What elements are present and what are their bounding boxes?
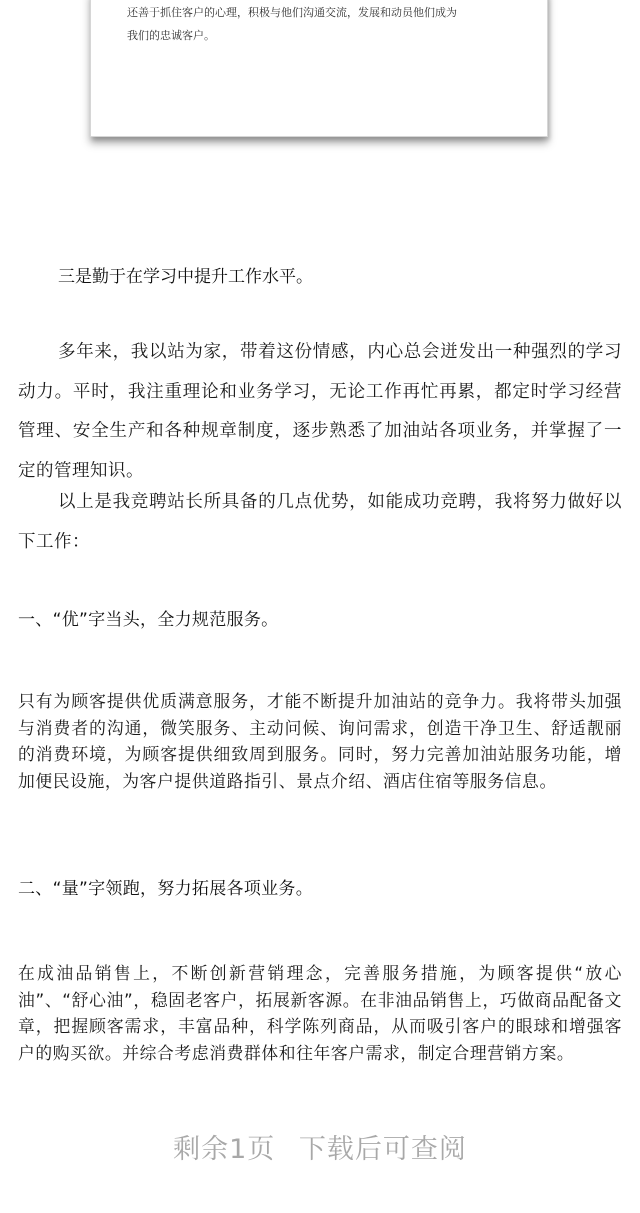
- remaining-pages-notice[interactable]: 剩余1页 下载后可查阅: [173, 1134, 467, 1165]
- paragraph-summary: 以上是我竞聘站长所具备的几点优势，如能成功竞聘，我将努力做好以下工作：: [18, 492, 622, 552]
- preview-card-text: 还善于抓住客户的心理，积极与他们沟通交流，发展和动员他们成为 我们的忠诚客户。: [127, 6, 457, 42]
- plan-two-body: 在成油品销售上，不断创新营销理念，完善服务措施，为顾客提供“放心油”、“舒心油”，稳固老客户，拓展新客源。在非油品销售上，巧做商品配备文章，把握顾客需求，丰富品种，科学陈列商品，从而吸引客户的眼球和增强客户的购买欲。并综合考虑消费群体和往年客户需求，制定合理营销方案。: [18, 963, 622, 1063]
- section-three-heading: 三是勤于在学习中提升工作水平。: [58, 267, 313, 287]
- plan-one-body: 只有为顾客提供优质满意服务，才能不断提升加油站的竞争力。我将带头加强与消费者的沟通，微笑服务、主动问候、询问需求，创造干净卫生、舒适靓丽的消费环境，为顾客提供细致周到服务。同时，努力完善加油站服务功能，增加便民设施，为客户提供道路指引、景点介绍、酒店住宿等服务信息。: [18, 691, 622, 791]
- plan-one-heading: 一、“优”字当头，全力规范服务。: [18, 610, 279, 630]
- paragraph-learning: 多年来，我以站为家，带着这份情感，内心总会迸发出一种强烈的学习动力。平时，我注重理论和业务学习，无论工作再忙再累，都定时学习经营管理、安全生产和各种规章制度，逐步熟悉了加油站各项业务，并掌握了一定的管理知识。: [18, 342, 622, 481]
- document-preview-card: [90, 0, 548, 137]
- plan-two-heading: 二、“量”字领跑，努力拓展各项业务。: [18, 879, 314, 899]
